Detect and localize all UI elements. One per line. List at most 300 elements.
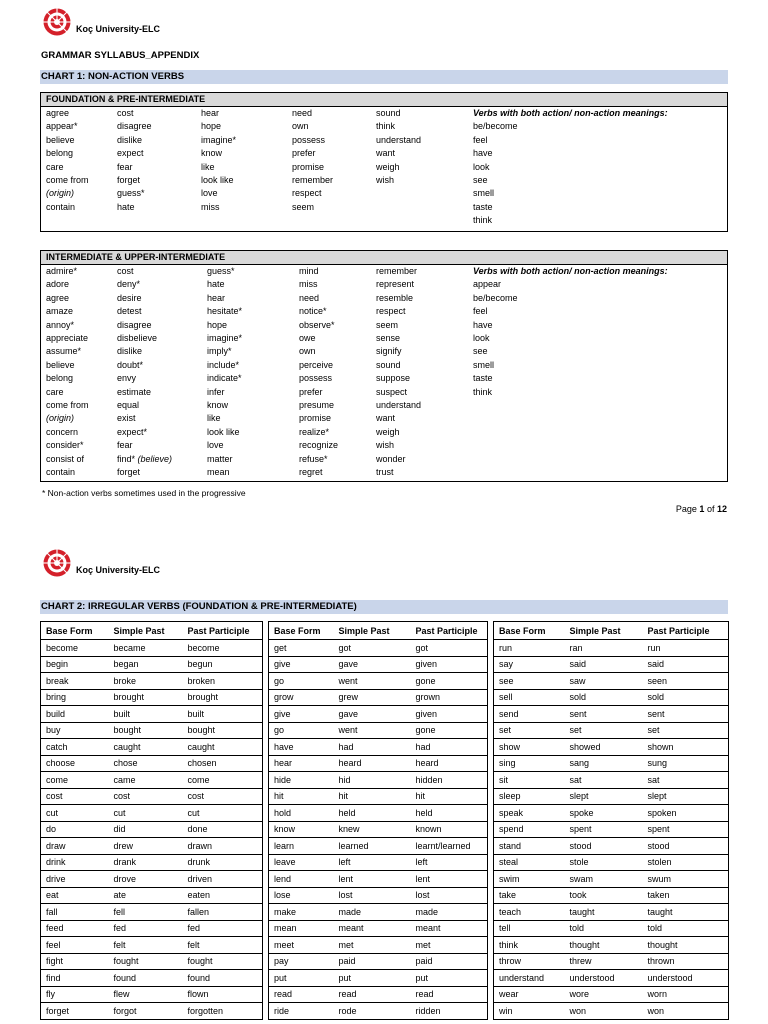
table-cell: wore — [565, 986, 643, 1003]
table-cell: set — [643, 722, 729, 739]
table-cell: hide — [269, 772, 334, 789]
page-of: of — [706, 504, 715, 514]
table-cell: speak — [494, 805, 565, 822]
table-row — [41, 854, 729, 871]
table-cell: chosen — [183, 755, 263, 772]
verb: refuse* — [299, 453, 328, 464]
verb: love — [207, 440, 224, 451]
table-cell: forgot — [109, 1003, 183, 1020]
table-cell: given — [411, 706, 488, 723]
verb: matter — [207, 453, 233, 464]
column-header: Base Form — [41, 622, 109, 640]
verb: suspect — [376, 386, 408, 397]
page-label: Page — [675, 504, 697, 514]
table-cell: heard — [334, 755, 411, 772]
intermediate-col-4 — [299, 265, 338, 480]
verb: care — [46, 386, 64, 397]
table-row — [41, 755, 729, 772]
table-cell: had — [411, 739, 488, 756]
verb: appear* — [46, 121, 78, 132]
table-cell: run — [643, 640, 729, 657]
verb: expect* — [117, 426, 148, 437]
table-cell: have — [269, 739, 334, 756]
table-row — [41, 673, 729, 690]
table-cell: rode — [334, 1003, 411, 1020]
table-cell: told — [643, 920, 729, 937]
table-cell: set — [494, 722, 565, 739]
intermediate-col-5 — [376, 265, 421, 480]
table-cell: ran — [565, 640, 643, 657]
verb: deny* — [117, 279, 141, 290]
verb: (origin) — [46, 413, 75, 424]
verb: appear — [473, 279, 502, 290]
verb: suppose — [376, 373, 411, 384]
table-cell: grew — [334, 689, 411, 706]
logo — [40, 548, 160, 578]
table-cell: sell — [494, 689, 565, 706]
column-header: Past Participle — [411, 622, 488, 640]
column-header: Simple Past — [334, 622, 411, 640]
table-cell: lost — [411, 887, 488, 904]
table-row — [41, 739, 729, 756]
verb: regret — [299, 467, 323, 478]
table-row — [41, 821, 729, 838]
table-cell: find — [41, 970, 109, 987]
verb: wonder — [376, 453, 406, 464]
verb: imagine* — [201, 134, 237, 145]
verb: miss — [299, 279, 318, 290]
table-cell: drawn — [183, 838, 263, 855]
table-row — [41, 722, 729, 739]
table-cell: paid — [334, 953, 411, 970]
table-cell: eat — [41, 887, 109, 904]
verb: expect — [117, 148, 144, 159]
table-cell: ride — [269, 1003, 334, 1020]
verb: understand — [376, 400, 422, 411]
verb: come from — [46, 175, 89, 186]
table-cell: forgotten — [183, 1003, 263, 1020]
irregular-verbs-body — [41, 640, 729, 1020]
verb: hate — [117, 201, 135, 212]
table-cell: fought — [109, 953, 183, 970]
table-cell: set — [565, 722, 643, 739]
table-cell: give — [269, 656, 334, 673]
table-cell: lent — [411, 871, 488, 888]
verb: observe* — [299, 319, 335, 330]
verb: find* (believe) — [117, 453, 173, 464]
table-cell: cut — [109, 805, 183, 822]
logo-text: Koç University-ELC — [76, 565, 161, 575]
both-meanings-heading: Verbs with both action/ non-action meanings: — [473, 108, 668, 118]
table-cell: knew — [334, 821, 411, 838]
table-cell: won — [643, 1003, 729, 1020]
verb: guess* — [117, 188, 145, 199]
table-cell: met — [411, 937, 488, 954]
both-meanings-heading: Verbs with both action/ non-action meanings: — [473, 266, 668, 276]
table-cell: shown — [643, 739, 729, 756]
table-cell: driven — [183, 871, 263, 888]
table-cell: went — [334, 673, 411, 690]
verb: hope — [207, 319, 228, 330]
intermediate-col-3 — [207, 265, 242, 480]
table-cell: sat — [643, 772, 729, 789]
verb: dislike — [117, 134, 143, 145]
table-cell: got — [334, 640, 411, 657]
table-cell: fell — [109, 904, 183, 921]
table-cell: left — [411, 854, 488, 871]
table-cell: gave — [334, 656, 411, 673]
verb: envy — [117, 373, 137, 384]
table-cell: given — [411, 656, 488, 673]
table-cell: grown — [411, 689, 488, 706]
verb: promise — [292, 161, 325, 172]
table-cell: swim — [494, 871, 565, 888]
verb: have — [473, 319, 493, 330]
table-cell: built — [109, 706, 183, 723]
table-cell: made — [411, 904, 488, 921]
verb: believe — [46, 134, 75, 145]
table-cell: became — [109, 640, 183, 657]
verb: understand — [376, 134, 422, 145]
table-cell: become — [183, 640, 263, 657]
table-cell: worn — [643, 986, 729, 1003]
verb: respect — [292, 188, 322, 199]
table-cell: fly — [41, 986, 109, 1003]
verb: think — [473, 215, 493, 226]
table-cell: swum — [643, 871, 729, 888]
table-cell: leave — [269, 854, 334, 871]
table-cell: caught — [109, 739, 183, 756]
table-cell: fallen — [183, 904, 263, 921]
verb: mind — [299, 266, 319, 276]
table-cell: throw — [494, 953, 565, 970]
column-header: Base Form — [494, 622, 565, 640]
foundation-col-2 — [117, 107, 152, 214]
table-cell: flown — [183, 986, 263, 1003]
table-cell: lose — [269, 887, 334, 904]
verb: wish — [376, 175, 395, 186]
table-cell: cut — [41, 805, 109, 822]
table-cell: stood — [565, 838, 643, 855]
table-cell: showed — [565, 739, 643, 756]
foundation-col-4 — [292, 107, 333, 214]
table-row — [41, 871, 729, 888]
table-cell: felt — [183, 937, 263, 954]
table-cell: fight — [41, 953, 109, 970]
table-cell: draw — [41, 838, 109, 855]
verb: think — [473, 386, 493, 397]
verb: imply* — [207, 346, 232, 357]
verb: forget — [117, 175, 141, 186]
verb: care — [46, 161, 64, 172]
verb: (origin) — [46, 188, 75, 199]
table-cell: mean — [269, 920, 334, 937]
table-cell: feed — [41, 920, 109, 937]
table-cell: cost — [41, 788, 109, 805]
verb: cost — [117, 266, 134, 276]
table-cell: took — [565, 887, 643, 904]
table-cell: broken — [183, 673, 263, 690]
chart1-title: CHART 1: NON-ACTION VERBS — [40, 70, 728, 84]
table-cell: begun — [183, 656, 263, 673]
table-cell: drink — [41, 854, 109, 871]
verb: possess — [299, 373, 333, 384]
verb: perceive — [299, 359, 334, 370]
verb: smell — [473, 359, 495, 370]
chart2-title: CHART 2: IRREGULAR VERBS (FOUNDATION & PRE-INTERMEDIATE) — [40, 600, 728, 614]
verb: admire* — [46, 266, 78, 276]
table-cell: saw — [565, 673, 643, 690]
verb: concern — [46, 426, 79, 437]
verb: prefer — [292, 148, 316, 159]
verb: smell — [473, 188, 495, 199]
table-cell: drove — [109, 871, 183, 888]
verb: want — [376, 413, 396, 424]
table-cell: get — [269, 640, 334, 657]
table-cell: buy — [41, 722, 109, 739]
table-cell: teach — [494, 904, 565, 921]
verb: contain — [46, 201, 76, 212]
verb: assume* — [46, 346, 82, 357]
column-header: Past Participle — [183, 622, 263, 640]
verb: contain — [46, 467, 76, 478]
table-cell: done — [183, 821, 263, 838]
table-cell: win — [494, 1003, 565, 1020]
table-cell: sing — [494, 755, 565, 772]
table-cell: lend — [269, 871, 334, 888]
verb: seem — [292, 201, 315, 212]
column-header: Past Participle — [643, 622, 729, 640]
verb: cost — [117, 108, 134, 118]
table-cell: begin — [41, 656, 109, 673]
koc-university-logo-icon — [40, 7, 74, 37]
table-cell: sat — [565, 772, 643, 789]
table-cell: sold — [565, 689, 643, 706]
verb: believe — [46, 359, 75, 370]
table-cell: sold — [643, 689, 729, 706]
table-cell: understood — [565, 970, 643, 987]
foundation-col-3 — [201, 107, 236, 214]
table-cell: fed — [183, 920, 263, 937]
table-cell: put — [411, 970, 488, 987]
table-row — [41, 986, 729, 1003]
table-cell: slept — [565, 788, 643, 805]
verb: have — [473, 148, 493, 159]
verb: signify — [376, 346, 402, 357]
verb: see — [473, 346, 488, 357]
table-cell: choose — [41, 755, 109, 772]
table-cell: said — [565, 656, 643, 673]
verb: agree — [46, 108, 70, 118]
table-row — [41, 953, 729, 970]
verb: taste — [473, 373, 493, 384]
table-cell: steal — [494, 854, 565, 871]
verb: possess — [292, 134, 326, 145]
verb: consist of — [46, 453, 85, 464]
table-cell: went — [334, 722, 411, 739]
table-cell: found — [109, 970, 183, 987]
table-cell: hit — [334, 788, 411, 805]
table-row — [41, 656, 729, 673]
column-header: Base Form — [269, 622, 334, 640]
table-cell: ridden — [411, 1003, 488, 1020]
verb: sound — [376, 108, 401, 118]
table-cell: think — [494, 937, 565, 954]
table-cell: spent — [565, 821, 643, 838]
intermediate-col-2 — [117, 265, 172, 480]
verb: hear — [201, 108, 220, 118]
table-cell: bring — [41, 689, 109, 706]
verb: owe — [299, 333, 316, 344]
logo — [40, 7, 160, 37]
table-cell: understood — [643, 970, 729, 987]
footnote: * Non-action verbs sometimes used in the progressive — [42, 488, 246, 498]
table-cell: drive — [41, 871, 109, 888]
verb: miss — [201, 201, 220, 212]
verb: look like — [201, 175, 234, 186]
irregular-verbs-table — [40, 621, 729, 1020]
verb: know — [201, 148, 223, 159]
verb: like — [207, 413, 221, 424]
column-header: Simple Past — [109, 622, 183, 640]
verb: infer — [207, 386, 225, 397]
table-cell: sent — [643, 706, 729, 723]
table-cell: go — [269, 673, 334, 690]
verb: hear — [207, 292, 226, 303]
table-row — [41, 887, 729, 904]
verb: fear — [117, 440, 133, 451]
table-cell: stole — [565, 854, 643, 871]
table-cell: read — [411, 986, 488, 1003]
table-cell: thought — [565, 937, 643, 954]
table-cell: chose — [109, 755, 183, 772]
verb: dislike — [117, 346, 143, 357]
table-cell: put — [334, 970, 411, 987]
table-cell: heard — [411, 755, 488, 772]
table-cell: brought — [183, 689, 263, 706]
verb: belong — [46, 373, 74, 384]
table-row — [41, 920, 729, 937]
verb: notice* — [299, 306, 327, 317]
table-cell: hid — [334, 772, 411, 789]
table-cell: gone — [411, 722, 488, 739]
table-cell: found — [183, 970, 263, 987]
verb: doubt* — [117, 359, 144, 370]
table-cell: gave — [334, 706, 411, 723]
intermediate-col-1 — [46, 265, 89, 480]
table-cell: fought — [183, 953, 263, 970]
verb: desire — [117, 292, 142, 303]
table-cell: spend — [494, 821, 565, 838]
verb: promise — [299, 413, 332, 424]
table-cell: break — [41, 673, 109, 690]
table-cell: cut — [183, 805, 263, 822]
table-cell: held — [334, 805, 411, 822]
table-cell: said — [643, 656, 729, 673]
table-cell: had — [334, 739, 411, 756]
table-cell: learned — [334, 838, 411, 855]
table-cell: drunk — [183, 854, 263, 871]
table-cell: build — [41, 706, 109, 723]
verb: exist — [117, 413, 136, 424]
table-cell: spoke — [565, 805, 643, 822]
table-cell: know — [269, 821, 334, 838]
table-cell: hidden — [411, 772, 488, 789]
koc-university-logo-icon — [40, 548, 74, 578]
table-cell: came — [109, 772, 183, 789]
table-cell: sit — [494, 772, 565, 789]
verb: indicate* — [207, 373, 242, 384]
verb: represent — [376, 279, 415, 290]
table-cell: meet — [269, 937, 334, 954]
foundation-title: FOUNDATION & PRE-INTERMEDIATE — [41, 93, 727, 107]
verb: wish — [376, 440, 395, 451]
verb: think — [376, 121, 396, 132]
table-cell: learn — [269, 838, 334, 855]
table-cell: slept — [643, 788, 729, 805]
table-cell: made — [334, 904, 411, 921]
table-cell: sung — [643, 755, 729, 772]
verb: be/become — [473, 121, 518, 132]
verb: hope — [201, 121, 222, 132]
table-cell: bought — [183, 722, 263, 739]
verb: hate — [207, 279, 225, 290]
verb: agree — [46, 292, 70, 303]
column-header: Simple Past — [565, 622, 643, 640]
foundation-col-1 — [46, 107, 89, 214]
table-cell: learnt/learned — [411, 838, 488, 855]
table-cell: ate — [109, 887, 183, 904]
table-cell: sleep — [494, 788, 565, 805]
table-row — [41, 805, 729, 822]
table-cell: brought — [109, 689, 183, 706]
verb: weigh — [376, 161, 400, 172]
table-cell: taught — [643, 904, 729, 921]
verb: sense — [376, 333, 401, 344]
verb: guess* — [207, 266, 235, 276]
table-cell: caught — [183, 739, 263, 756]
verb: disbelieve — [117, 333, 158, 344]
foundation-col-5 — [376, 107, 421, 187]
table-cell: cost — [183, 788, 263, 805]
verb: detest — [117, 306, 142, 317]
table-cell: stood — [643, 838, 729, 855]
document-title: GRAMMAR SYLLABUS_APPENDIX — [41, 50, 200, 61]
verb: look — [473, 161, 490, 172]
table-cell: read — [269, 986, 334, 1003]
verb: see — [473, 175, 488, 186]
verb: look — [473, 333, 490, 344]
verb: seem — [376, 319, 399, 330]
table-cell: won — [565, 1003, 643, 1020]
verb: estimate — [117, 386, 152, 397]
verb: be/become — [473, 292, 518, 303]
verb: need — [292, 108, 313, 118]
table-row — [41, 904, 729, 921]
table-cell: flew — [109, 986, 183, 1003]
verb: remember — [376, 266, 418, 276]
table-cell: become — [41, 640, 109, 657]
verb: presume — [299, 400, 335, 411]
table-cell: spoken — [643, 805, 729, 822]
verb: own — [292, 121, 309, 132]
verb: feel — [473, 306, 488, 317]
verb: remember — [292, 175, 334, 186]
page-number — [676, 504, 727, 514]
table-cell: held — [411, 805, 488, 822]
verb: need — [299, 292, 320, 303]
verb: trust — [376, 467, 394, 478]
